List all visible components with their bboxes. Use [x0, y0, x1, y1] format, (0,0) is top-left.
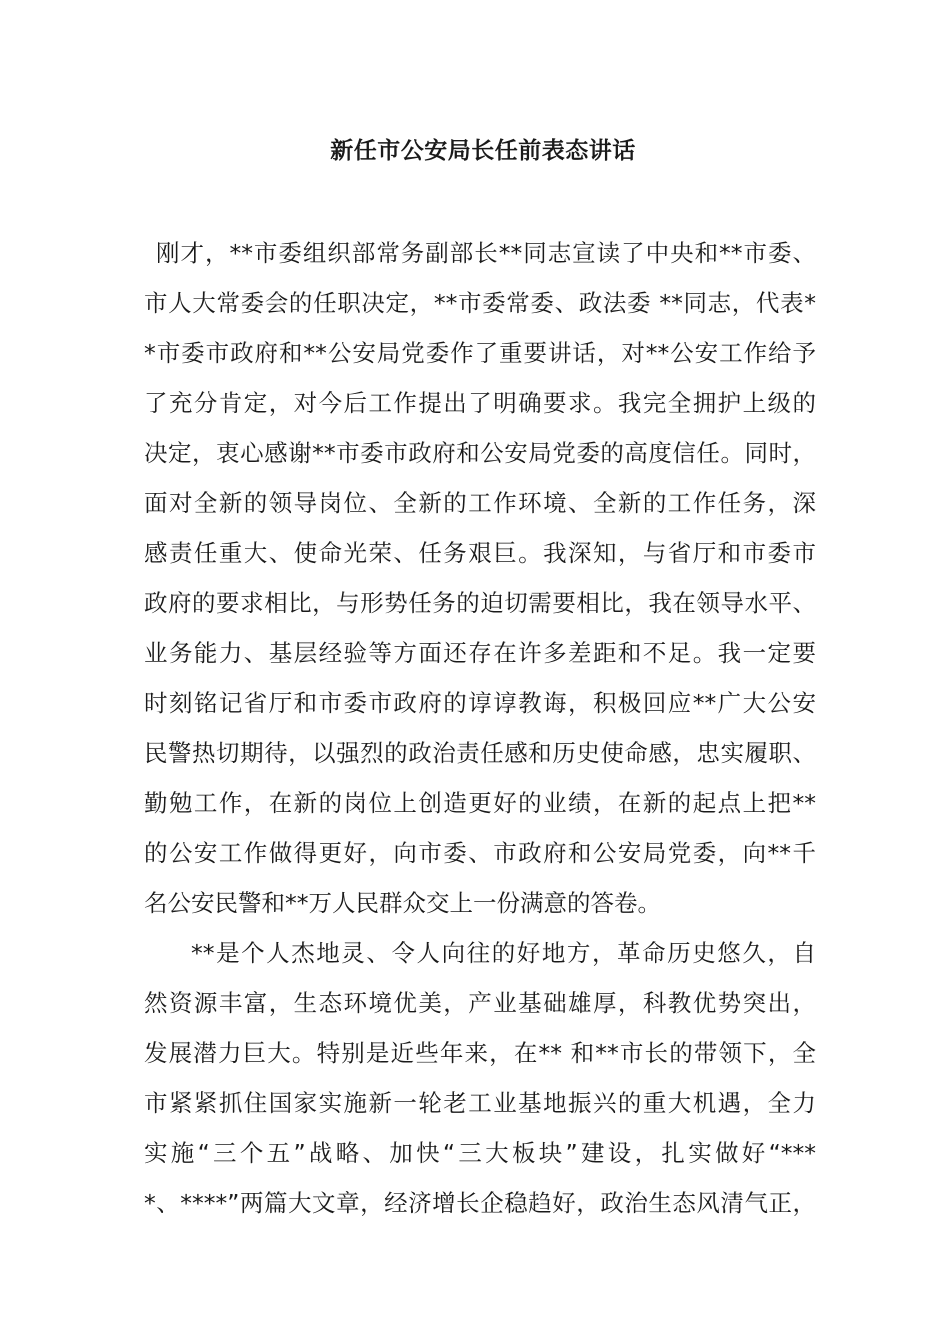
paragraph-1 [144, 228, 816, 928]
text-line: 的公安工作做得更好，向市委、市政府和公安局党委，向**千 [144, 839, 816, 867]
text-line: 名公安民警和**万人民群众交上一份满意的答卷。 [144, 889, 661, 917]
document-body [144, 228, 816, 1228]
text-line: 然资源丰富，生态环境优美，产业基础雄厚，科教优势突出， [144, 989, 816, 1017]
text-line: *、****”两篇大文章，经济增长企稳趋好，政治生态风清气正， [144, 1189, 816, 1217]
text-line: 勤勉工作，在新的岗位上创造更好的业绩，在新的起点上把** [144, 789, 816, 817]
text-line: 实施“三个五”战略、加快“三大板块”建设，扎实做好“*** [144, 1139, 816, 1167]
text-line: **是个人杰地灵、令人向往的好地方，革命历史悠久，自 [191, 939, 816, 967]
text-line: 刚才，**市委组织部常务副部长**同志宣读了中央和**市委、 [156, 239, 816, 267]
text-line: *市委市政府和**公安局党委作了重要讲话，对**公安工作给予 [144, 339, 816, 367]
text-line: 了充分肯定，对今后工作提出了明确要求。我完全拥护上级的 [144, 389, 816, 417]
text-line: 市人大常委会的任职决定，**市委常委、政法委 **同志，代表* [144, 289, 816, 317]
text-line: 民警热切期待，以强烈的政治责任感和历史使命感，忠实履职、 [144, 739, 816, 767]
document-title: 新任市公安局长任前表态讲话 [330, 138, 636, 164]
paragraph-2 [144, 928, 816, 1228]
text-line: 面对全新的领导岗位、全新的工作环境、全新的工作任务，深 [144, 489, 816, 517]
text-line: 业务能力、基层经验等方面还存在许多差距和不足。我一定要 [144, 639, 816, 667]
text-line: 政府的要求相比，与形势任务的迫切需要相比，我在领导水平、 [144, 589, 816, 617]
text-line: 决定，衷心感谢**市委市政府和公安局党委的高度信任。同时， [144, 439, 816, 467]
text-line: 市紧紧抓住国家实施新一轮老工业基地振兴的重大机遇，全力 [144, 1089, 816, 1117]
text-line: 时刻铭记省厅和市委市政府的谆谆教诲，积极回应**广大公安 [144, 689, 816, 717]
text-line: 感责任重大、使命光荣、任务艰巨。我深知，与省厅和市委市 [144, 539, 816, 567]
text-line: 发展潜力巨大。特别是近些年来，在** 和**市长的带领下，全 [144, 1039, 816, 1067]
